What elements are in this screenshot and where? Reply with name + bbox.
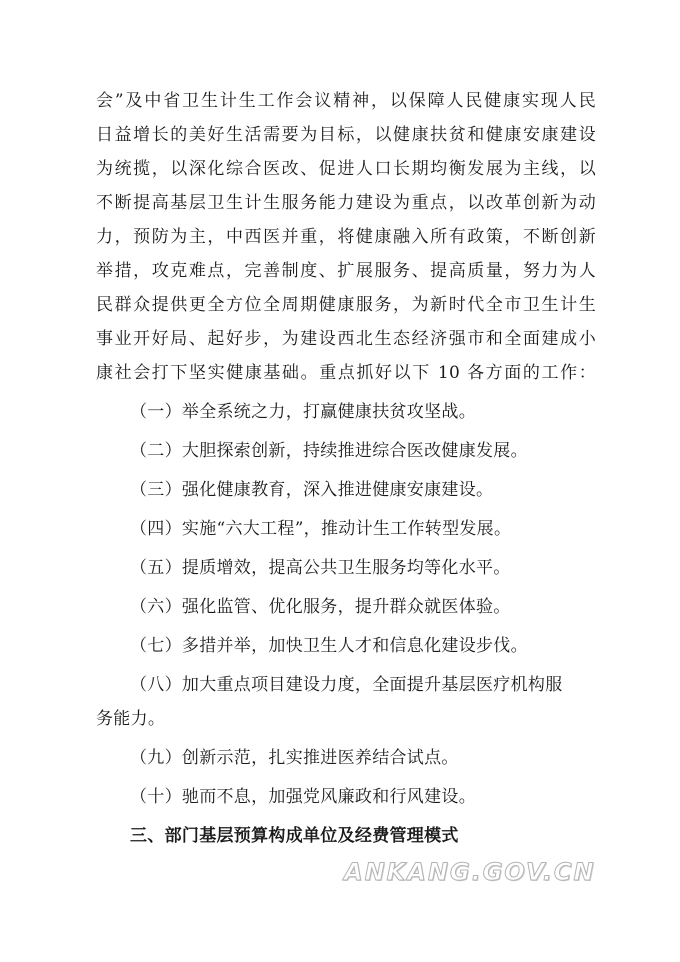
document-body (96, 84, 596, 853)
intro-line: 会”及中省卫生计生工作会议精神，以保障人民健康实现人民 (96, 91, 596, 111)
intro-paragraph (96, 84, 596, 390)
intro-line: 康社会打下坚实健康基础。重点抓好以下 10 各方面的工作： (96, 363, 596, 383)
task-item-5: （五）提质增效，提高公共卫生服务均等化水平。 (130, 558, 511, 578)
task-item-9: （九）创新示范，扎实推进医养结合试点。 (130, 748, 459, 768)
task-item-10: （十）驰而不息，加强党风廉政和行风建设。 (130, 787, 476, 807)
task-item-3: （三）强化健康教育，深入推进健康安康建设。 (130, 480, 494, 500)
intro-line: 不断提高基层卫生计生服务能力建设为重点，以改革创新为动 (96, 193, 596, 213)
intro-line: 为统揽，以深化综合医改、促进人口长期均衡发展为主线，以 (96, 159, 596, 179)
intro-line: 日益增长的美好生活需要为目标，以健康扶贫和健康安康建设 (96, 125, 596, 145)
task-item-4: （四）实施“六大工程”，推动计生工作转型发展。 (130, 519, 512, 539)
intro-line: 民群众提供更全方位全周期健康服务，为新时代全市卫生计生 (96, 295, 596, 315)
site-watermark: ANKANG.GOV.CN (344, 858, 596, 886)
task-item-7: （七）多措并举，加快卫生人才和信息化建设步伐。 (130, 636, 528, 656)
section-heading: 三、部门基层预算构成单位及经费管理模式 (130, 826, 459, 846)
intro-line: 事业开好局、起好步，为建设西北生态经济强市和全面建成小 (96, 329, 596, 349)
task-item-8-line-2: 务能力。 (96, 709, 166, 729)
intro-line: 举措，攻克难点，完善制度、扩展服务、提高质量，努力为人 (96, 261, 596, 281)
task-item-2: （二）大胆探索创新，持续推进综合医改健康发展。 (130, 441, 528, 461)
task-item-1: （一）举全系统之力，打赢健康扶贫攻坚战。 (130, 402, 476, 422)
task-list (96, 395, 596, 814)
task-item-6: （六）强化监管、优化服务，提升群众就医体验。 (130, 597, 511, 617)
task-item-8-line-1: （八）加大重点项目建设力度，全面提升基层医疗机构服 (130, 675, 563, 695)
intro-line: 力，预防为主，中西医并重，将健康融入所有政策，不断创新 (96, 227, 596, 247)
